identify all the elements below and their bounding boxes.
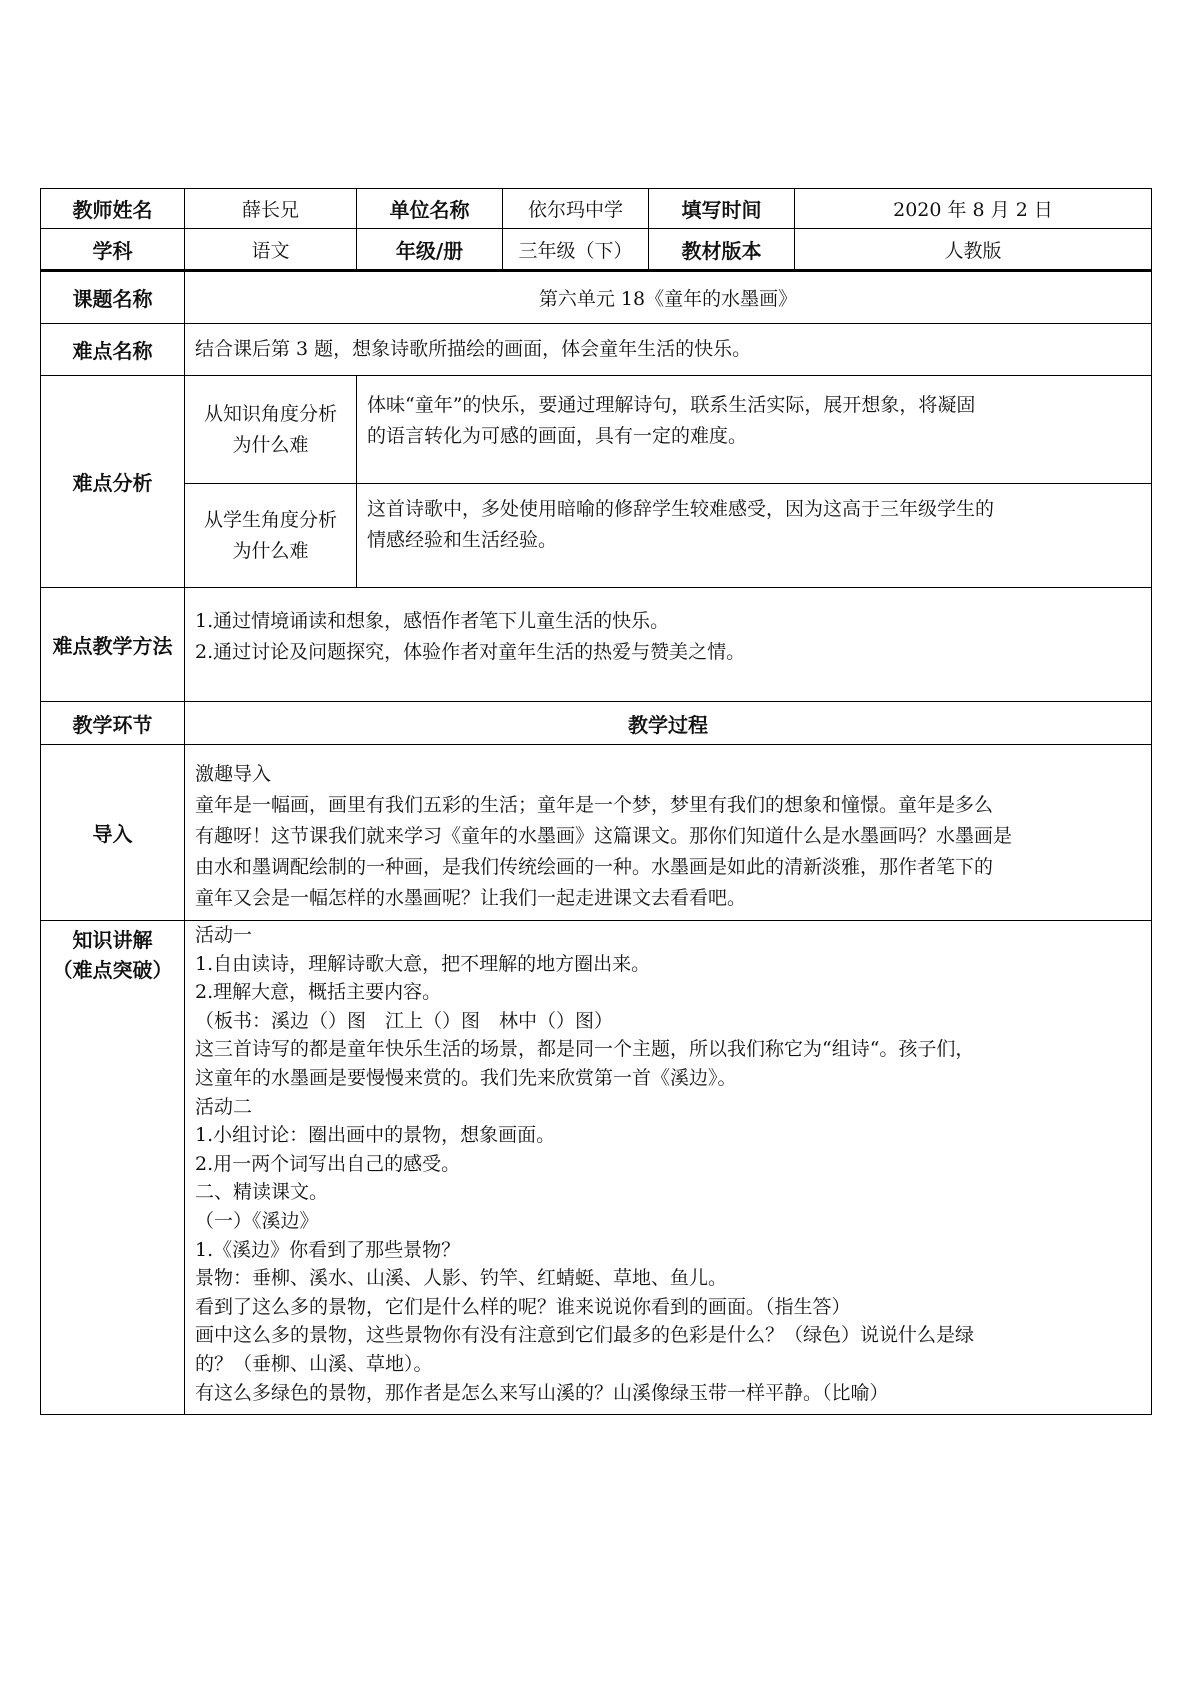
- intro-line: 童年又会是一幅怎样的水墨画呢？让我们一起走进课文去看看吧。: [195, 887, 747, 909]
- unit-value: 依尔玛中学: [503, 189, 649, 229]
- difficulty-value: 结合课后第 3 题，想象诗歌所描绘的画面，体会童年生活的快乐。: [185, 324, 1152, 376]
- header-row-2: [41, 229, 1152, 271]
- teacher-value: 薛长兄: [185, 189, 357, 229]
- knowledge-line: 1.《溪边》你看到了那些景物？: [195, 1238, 461, 1261]
- student-angle-label-line-2: 为什么难: [232, 539, 309, 562]
- teacher-label: 教师姓名: [41, 189, 185, 229]
- edition-label: 教材版本: [649, 229, 795, 271]
- intro-row: [41, 745, 1152, 921]
- knowledge-line: 1.自由读诗，理解诗歌大意，把不理解的地方圈出来。: [195, 952, 651, 975]
- knowledge-angle-label-line-1: 从知识角度分析: [203, 402, 337, 425]
- method-row: [41, 588, 1152, 702]
- knowledge-line: 这童年的水墨画是要慢慢来赏的。我们先来欣赏第一首《溪边》。: [195, 1066, 737, 1089]
- knowledge-label: [41, 921, 185, 1415]
- analysis-row-knowledge: [41, 376, 1152, 484]
- step-label: 教学环节: [41, 702, 185, 745]
- date-value: 2020 年 8 月 2 日: [795, 189, 1152, 229]
- knowledge-row: [41, 921, 1152, 1415]
- edition-value: 人教版: [795, 229, 1152, 271]
- grade-value: 三年级（下）: [503, 229, 649, 271]
- analysis-label: 难点分析: [41, 376, 185, 588]
- unit-label: 单位名称: [357, 189, 503, 229]
- knowledge-line: 画中这么多的景物，这些景物你有没有注意到它们最多的色彩是什么？（绿色）说说什么是绿: [195, 1324, 975, 1347]
- knowledge-label-line-2: （难点突破）: [52, 958, 173, 982]
- knowledge-line: 这三首诗写的都是童年快乐生活的场景，都是同一个主题，所以我们称它为“组诗“。孩子们，: [195, 1038, 975, 1061]
- intro-label: 导入: [41, 745, 185, 921]
- knowledge-angle-line-2: 的语言转化为可感的画面，具有一定的难度。: [367, 425, 748, 447]
- knowledge-text: [185, 921, 1152, 1415]
- knowledge-angle-label-line-2: 为什么难: [232, 433, 309, 456]
- header-row-1: [41, 189, 1152, 229]
- analysis-row-student: [41, 484, 1152, 588]
- knowledge-line: （一）《溪边》: [195, 1209, 319, 1232]
- subject-value: 语文: [185, 229, 357, 271]
- method-line-1: 1.通过情境诵读和想象，感悟作者笔下儿童生活的快乐。: [195, 610, 670, 632]
- intro-line: 童年是一幅画，画里有我们五彩的生活；童年是一个梦，梦里有我们的想象和憧憬。童年是多么: [195, 794, 994, 816]
- lesson-plan: [40, 188, 1152, 1415]
- lesson-plan-table: [40, 188, 1151, 1415]
- subject-label: 学科: [41, 229, 185, 271]
- topic-value: 第六单元 18《童年的水墨画》: [185, 271, 1152, 324]
- topic-label: 课题名称: [41, 271, 185, 324]
- intro-text: [185, 745, 1152, 921]
- method-text: [185, 588, 1152, 702]
- process-header-row: [41, 702, 1152, 745]
- intro-line: 由水和墨调配绘制的一种画，是我们传统绘画的一种。水墨画是如此的清新淡雅，那作者笔下的: [195, 856, 994, 878]
- knowledge-line: 的？（垂柳、山溪、草地）。: [195, 1352, 433, 1375]
- knowledge-line: 2.理解大意，概括主要内容。: [195, 981, 442, 1004]
- student-angle-label: [185, 484, 357, 588]
- knowledge-line: 看到了这么多的景物，它们是什么样的呢？谁来说说你看到的画面。（指生答）: [195, 1295, 851, 1318]
- knowledge-angle-label: [185, 376, 357, 484]
- knowledge-line: 二、精读课文。: [195, 1181, 329, 1204]
- method-line-2: 2.通过讨论及问题探究，体验作者对童年生活的热爱与赞美之情。: [195, 641, 746, 663]
- knowledge-line: 1.小组讨论：圈出画中的景物，想象画面。: [195, 1124, 556, 1147]
- knowledge-line: 活动二: [195, 1095, 253, 1118]
- knowledge-line: （板书：溪边（）图 江上（）图 林中（）图）: [195, 1009, 614, 1032]
- knowledge-label-line-1: 知识讲解: [72, 928, 153, 952]
- intro-line: 有趣呀！这节课我们就来学习《童年的水墨画》这篇课文。那你们知道什么是水墨画吗？水墨画是: [195, 825, 1013, 847]
- student-angle-line-1: 这首诗歌中，多处使用暗喻的修辞学生较难感受，因为这高于三年级学生的: [367, 498, 995, 520]
- process-label: 教学过程: [185, 702, 1152, 745]
- knowledge-line: 活动一: [195, 924, 253, 946]
- intro-line: 激趣导入: [195, 763, 272, 785]
- knowledge-angle-text: [357, 376, 1152, 484]
- grade-label: 年级/册: [357, 229, 503, 271]
- knowledge-angle-line-1: 体味“童年”的快乐，要通过理解诗句，联系生活实际，展开想象，将凝固: [367, 394, 976, 416]
- topic-row: [41, 271, 1152, 324]
- knowledge-line: 有这么多绿色的景物，那作者是怎么来写山溪的？山溪像绿玉带一样平静。（比喻）: [195, 1381, 889, 1404]
- date-label: 填写时间: [649, 189, 795, 229]
- student-angle-label-line-1: 从学生角度分析: [203, 508, 337, 531]
- knowledge-line: 2.用一两个词写出自己的感受。: [195, 1152, 461, 1175]
- method-label: 难点教学方法: [41, 588, 185, 702]
- difficulty-row: [41, 324, 1152, 376]
- difficulty-label: 难点名称: [41, 324, 185, 376]
- knowledge-line: 景物：垂柳、溪水、山溪、人影、钓竿、红蜻蜓、草地、鱼儿。: [195, 1267, 728, 1290]
- student-angle-line-2: 情感经验和生活经验。: [367, 529, 558, 551]
- student-angle-text: [357, 484, 1152, 588]
